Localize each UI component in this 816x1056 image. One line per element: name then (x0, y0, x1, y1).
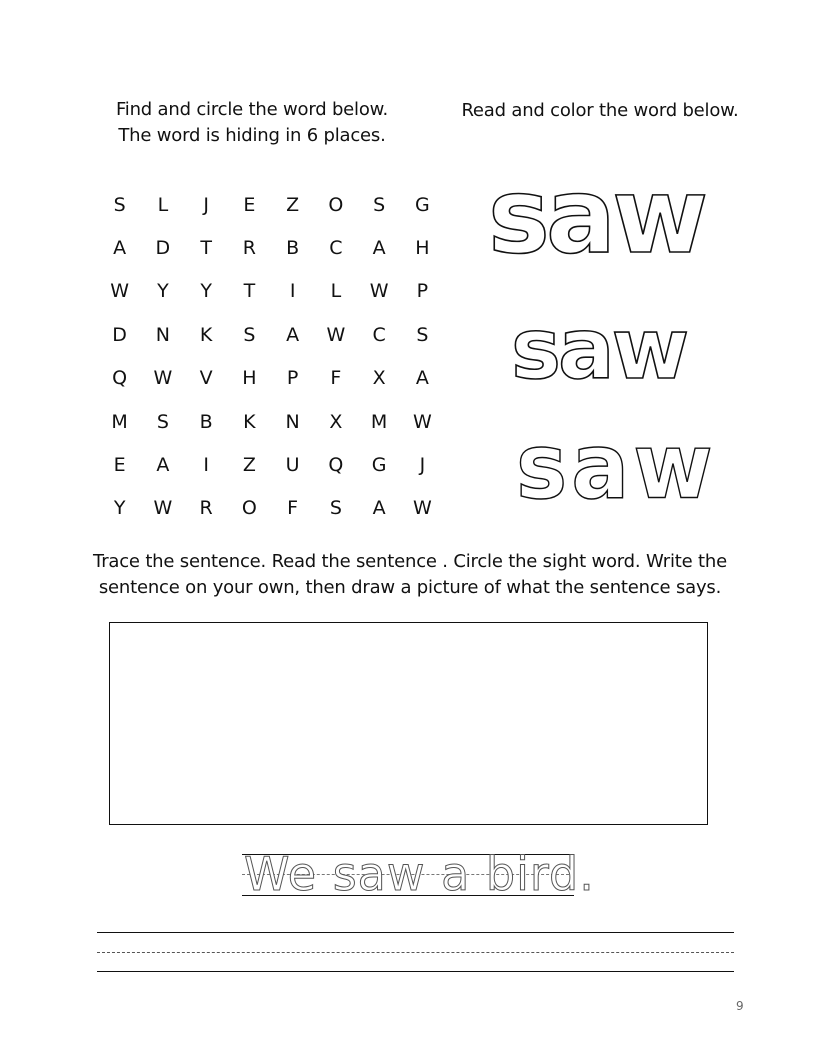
grid-letter[interactable]: Z (242, 454, 256, 477)
grid-letter[interactable]: H (415, 237, 430, 260)
grid-letter[interactable]: T (243, 280, 256, 303)
grid-letter[interactable]: S (373, 193, 386, 216)
grid-letter[interactable]: M (370, 410, 388, 433)
grid-letter[interactable]: A (372, 237, 386, 260)
grid-letter[interactable]: G (371, 454, 387, 477)
drawing-box[interactable] (109, 622, 708, 825)
grid-row (98, 357, 444, 400)
read-color-instruction: Read and color the word below. (461, 100, 739, 121)
grid-letter[interactable]: Y (113, 497, 126, 520)
grid-letter[interactable]: E (113, 454, 126, 477)
grid-letter[interactable]: C (372, 323, 386, 346)
grid-letter[interactable]: M (111, 410, 128, 433)
grid-letter[interactable]: Y (200, 280, 212, 303)
writing-top-line (97, 932, 734, 933)
grid-row (98, 400, 444, 443)
grid-letter[interactable]: W (369, 280, 389, 303)
grid-row (98, 313, 444, 356)
grid-letter[interactable]: X (372, 367, 386, 390)
grid-letter[interactable]: Q (112, 367, 128, 390)
grid-letter[interactable]: G (415, 193, 430, 216)
page-number: 9 (736, 999, 744, 1013)
trace-sentence-block[interactable] (242, 847, 595, 901)
grid-letter[interactable]: V (199, 367, 213, 390)
grid-letter[interactable]: Z (286, 193, 300, 216)
trace-instructions (60, 549, 760, 601)
grid-letter[interactable]: P (286, 367, 299, 390)
grid-letter[interactable]: A (156, 454, 170, 477)
grid-letter[interactable]: B (286, 237, 300, 260)
grid-letter[interactable]: W (153, 367, 173, 390)
grid-row (98, 487, 444, 530)
grid-letter[interactable]: R (242, 237, 256, 260)
grid-letter[interactable]: O (328, 193, 344, 216)
grid-letter[interactable]: C (329, 237, 343, 260)
grid-letter[interactable]: E (243, 193, 256, 216)
grid-letter[interactable]: B (199, 410, 213, 433)
grid-letter[interactable]: W (326, 323, 346, 346)
writing-midline (97, 952, 734, 953)
color-word-2: saw (511, 300, 687, 398)
grid-letter[interactable]: D (112, 323, 127, 346)
grid-letter[interactable]: A (415, 367, 429, 390)
color-word-1: saw (488, 155, 705, 277)
find-instruction-line1: Find and circle the word below. (115, 99, 389, 120)
find-instruction-line2: The word is hiding in 6 places. (118, 125, 386, 146)
grid-letter[interactable]: D (155, 237, 171, 260)
grid-letter[interactable]: N (155, 323, 170, 346)
find-instructions (92, 97, 412, 149)
grid-letter[interactable]: Q (328, 454, 344, 477)
grid-letter[interactable]: S (113, 193, 126, 216)
grid-letter[interactable]: S (243, 323, 256, 346)
grid-letter[interactable]: L (157, 193, 169, 216)
grid-row (98, 226, 444, 269)
grid-letter[interactable]: S (416, 323, 429, 346)
grid-letter[interactable]: I (203, 454, 209, 477)
grid-letter[interactable]: N (285, 410, 300, 433)
grid-row (98, 183, 444, 226)
grid-letter[interactable]: Y (157, 280, 169, 303)
grid-letter[interactable]: W (110, 280, 130, 303)
grid-letter[interactable]: A (372, 497, 386, 520)
grid-letter[interactable]: J (203, 193, 209, 216)
grid-letter[interactable]: F (287, 497, 299, 520)
word-search-grid (98, 183, 444, 530)
grid-letter[interactable]: K (199, 323, 213, 346)
grid-letter[interactable]: S (156, 410, 169, 433)
grid-row (98, 270, 444, 313)
grid-letter[interactable]: K (243, 410, 256, 433)
grid-letter[interactable]: L (330, 280, 342, 303)
grid-letter[interactable]: W (412, 410, 432, 433)
grid-row (98, 443, 444, 486)
grid-letter[interactable]: W (153, 497, 173, 520)
grid-letter[interactable]: U (285, 454, 300, 477)
trace-instruction-line2: sentence on your own, then draw a picture of what the sentence says. (98, 577, 722, 598)
grid-letter[interactable]: A (286, 323, 300, 346)
grid-letter[interactable]: J (419, 454, 426, 477)
grid-letter[interactable]: X (329, 410, 343, 433)
grid-letter[interactable]: F (330, 367, 342, 390)
grid-letter[interactable]: S (329, 497, 342, 520)
grid-letter[interactable]: P (416, 280, 429, 303)
grid-letter[interactable]: H (242, 367, 257, 390)
grid-letter[interactable]: R (199, 497, 213, 520)
trace-instruction-line1: Trace the sentence. Read the sentence . Circle the sight word. Write the (93, 551, 727, 572)
grid-letter[interactable]: T (200, 237, 212, 260)
color-word-3: saw (516, 414, 717, 520)
grid-letter[interactable]: W (412, 497, 432, 520)
writing-baseline (97, 971, 734, 972)
grid-letter[interactable]: I (289, 280, 296, 303)
grid-letter[interactable]: O (241, 497, 257, 520)
trace-sentence-text: We saw a bird. (244, 847, 595, 901)
grid-letter[interactable]: A (113, 237, 127, 260)
